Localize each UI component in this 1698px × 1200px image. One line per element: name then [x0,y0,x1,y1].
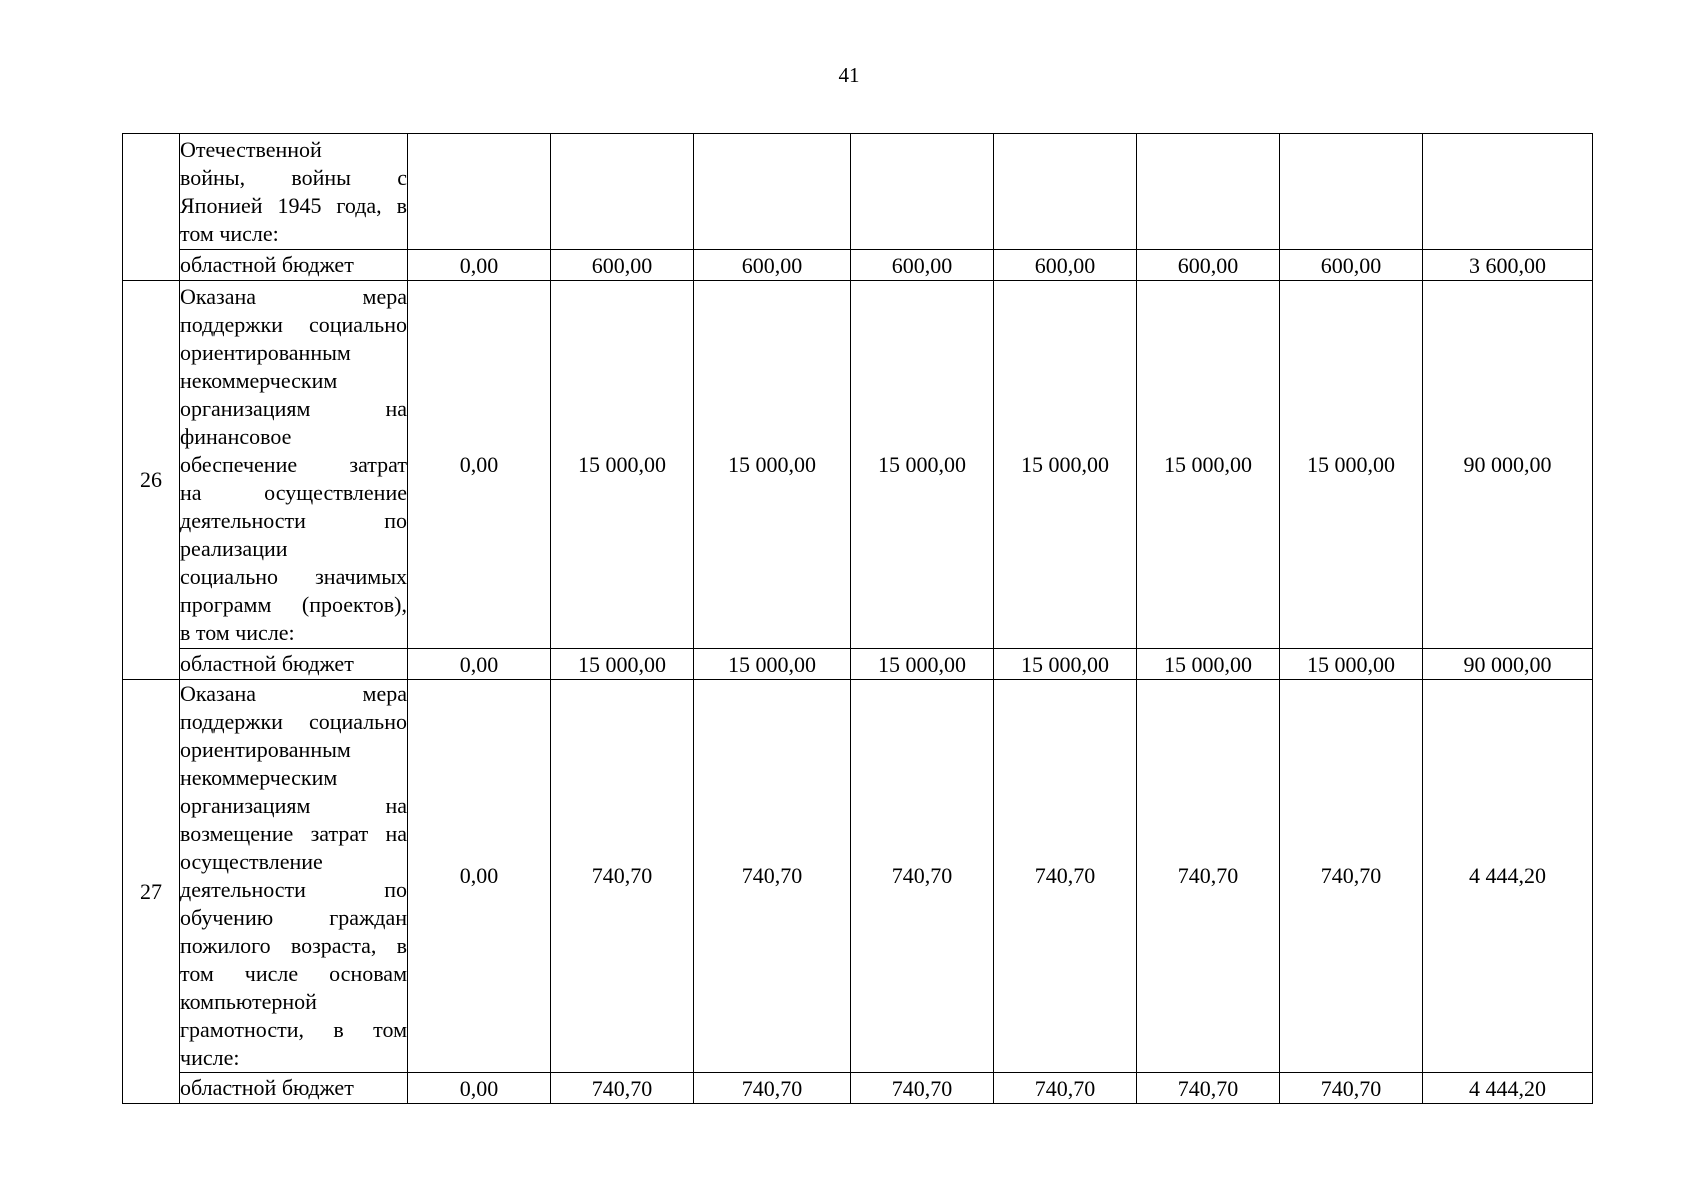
funding-value-cell: 0,00 [408,250,551,281]
value-cell: 15 000,00 [994,281,1137,649]
description-line: Отечественной [180,136,322,162]
description-line: организациям на [180,395,407,421]
funding-value-cell: 740,70 [1137,1073,1280,1104]
value-cell: 740,70 [694,680,851,1073]
description-line: числе: [180,1045,240,1070]
funding-value-cell: 600,00 [551,250,694,281]
funding-source-label: областной бюджет [180,649,408,680]
value-cell: 4 444,20 [1423,680,1593,1073]
value-cell: 740,70 [1137,680,1280,1073]
funding-value-cell: 600,00 [994,250,1137,281]
funding-value-cell: 740,70 [851,1073,994,1104]
value-cell [694,134,851,250]
value-cell: 740,70 [1280,680,1423,1073]
funding-source-label: областной бюджет [180,1073,408,1104]
value-cell: 740,70 [994,680,1137,1073]
budget-table [122,133,1593,1104]
value-cell [551,134,694,250]
description-line: возмещение затрат на [180,821,407,846]
description-line: организациям на [180,793,407,818]
description-line: поддержки социально [180,311,407,337]
funding-value-cell: 740,70 [994,1073,1137,1104]
description-line: поддержки социально [180,709,407,734]
value-cell: 0,00 [408,281,551,649]
description-cell [180,134,408,250]
value-cell [408,134,551,250]
value-cell: 0,00 [408,680,551,1073]
funding-source-label: областной бюджет [180,250,408,281]
funding-value-cell: 15 000,00 [1280,649,1423,680]
funding-value-cell: 600,00 [1137,250,1280,281]
funding-value-cell: 90 000,00 [1423,649,1593,680]
description-line: обучению граждан [180,905,407,930]
row-index-cell [123,134,180,281]
value-cell: 15 000,00 [851,281,994,649]
row-index-cell: 27 [123,680,180,1104]
description-cell [180,680,408,1073]
description-line: на осуществление [180,479,407,505]
funding-value-cell: 15 000,00 [994,649,1137,680]
value-cell [994,134,1137,250]
description-line: финансовое [180,423,292,449]
description-line: Оказана мера [180,681,407,706]
value-cell [1280,134,1423,250]
description-line: войны, войны с [180,164,407,190]
funding-value-cell: 740,70 [694,1073,851,1104]
funding-value-cell: 15 000,00 [551,649,694,680]
funding-value-cell: 0,00 [408,649,551,680]
funding-value-cell: 740,70 [551,1073,694,1104]
funding-value-cell: 0,00 [408,1073,551,1104]
description-line: ориентированным [180,339,351,365]
table-row [123,680,1593,1073]
funding-value-cell: 15 000,00 [694,649,851,680]
table-row [123,281,1593,649]
value-cell: 15 000,00 [551,281,694,649]
value-cell: 740,70 [551,680,694,1073]
description-line: осуществление [180,849,323,874]
funding-value-cell: 15 000,00 [1137,649,1280,680]
table-row [123,134,1593,250]
description-line: деятельности по [180,877,407,902]
value-cell: 15 000,00 [694,281,851,649]
funding-value-cell: 3 600,00 [1423,250,1593,281]
table-body [123,134,1593,1104]
funding-source-row [123,1073,1593,1104]
description-line: том числе: [180,220,279,246]
description-line: обеспечение затрат [180,451,407,477]
description-line: программ (проектов), [180,591,407,617]
value-cell: 90 000,00 [1423,281,1593,649]
value-cell: 740,70 [851,680,994,1073]
description-line: социально значимых [180,563,407,589]
description-line: в том числе: [180,619,295,645]
funding-value-cell: 740,70 [1280,1073,1423,1104]
description-line: деятельности по [180,507,407,533]
description-line: том числе основам [180,961,407,986]
description-line: компьютерной [180,989,317,1014]
description-line: реализации [180,535,288,561]
value-cell [1423,134,1593,250]
value-cell [851,134,994,250]
funding-value-cell: 600,00 [851,250,994,281]
funding-source-row [123,649,1593,680]
description-line: грамотности, в том [180,1017,407,1042]
description-cell [180,281,408,649]
funding-value-cell: 15 000,00 [851,649,994,680]
value-cell [1137,134,1280,250]
description-line: пожилого возраста, в [180,933,407,958]
value-cell: 15 000,00 [1280,281,1423,649]
funding-value-cell: 600,00 [1280,250,1423,281]
funding-source-row [123,250,1593,281]
funding-value-cell: 4 444,20 [1423,1073,1593,1104]
page-number: 41 [838,63,860,87]
description-line: некоммерческим [180,367,338,393]
description-line: ориентированным [180,737,351,762]
description-line: Оказана мера [180,283,407,309]
description-line: Японией 1945 года, в [180,192,407,218]
description-line: некоммерческим [180,765,338,790]
value-cell: 15 000,00 [1137,281,1280,649]
funding-value-cell: 600,00 [694,250,851,281]
row-index-cell: 26 [123,281,180,680]
